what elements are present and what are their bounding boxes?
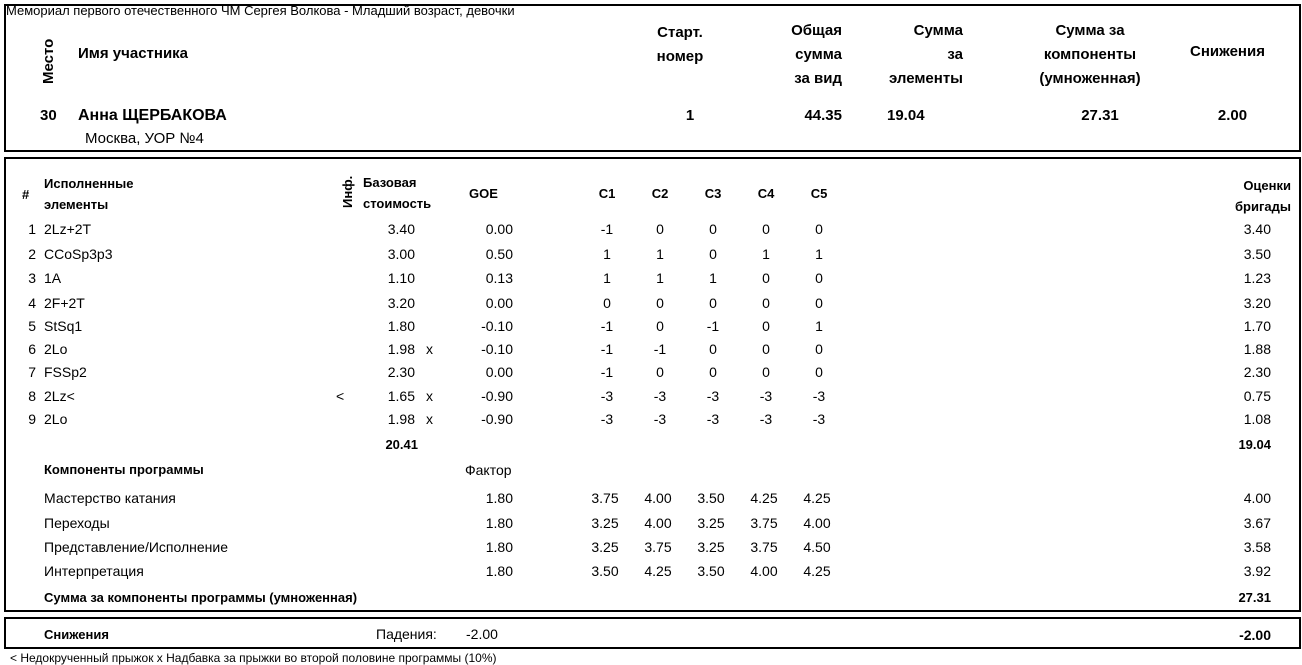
judge-2-goe: 0	[656, 295, 664, 311]
component-panel-score: 3.92	[1243, 563, 1271, 579]
deductions-row-label: Снижения	[44, 627, 109, 642]
element-name: 2Lo	[44, 411, 68, 427]
element-goe: 0.00	[485, 221, 513, 237]
judge-4-header: С4	[757, 186, 775, 201]
base-value-header: Базовая стоимость	[363, 175, 432, 211]
executed-elements-header: Исполненные элементы	[44, 176, 134, 212]
component-name: Представление/Исполнение	[44, 539, 228, 555]
skater-club: Москва, УОР №4	[85, 130, 204, 147]
judge-2-goe: 0	[656, 221, 664, 237]
element-panel-score: 3.20	[1243, 295, 1271, 311]
judge-1-goe: -1	[600, 221, 614, 237]
judge-3-goe: 0	[709, 341, 717, 357]
footnote: < Недокрученный прыжок x Надбавка за прыжки во второй половине программы (10%)	[10, 651, 497, 665]
element-goe: -0.90	[481, 411, 513, 427]
judge-1-goe: -1	[600, 341, 614, 357]
judge-2-header: С2	[651, 186, 669, 201]
element-base-value: 3.00	[387, 246, 415, 262]
element-number: 4	[28, 295, 36, 311]
judge-2-goe: -3	[653, 388, 667, 404]
element-info: <	[336, 388, 345, 404]
skater-total: 44.35	[804, 107, 842, 124]
element-goe: -0.90	[481, 388, 513, 404]
name-label: Имя участника	[78, 45, 189, 62]
element-number: 3	[28, 270, 36, 286]
judge-5-goe: 0	[815, 270, 823, 286]
num-header: #	[22, 187, 30, 202]
info-header: Инф.	[340, 175, 355, 208]
judge-5-component: 4.25	[803, 563, 831, 579]
component-name: Мастерство катания	[44, 490, 176, 506]
components-score-label: Сумма за компоненты (умноженная)	[1039, 22, 1141, 87]
judge-4-goe: 0	[762, 295, 770, 311]
element-name: FSSp2	[44, 364, 87, 380]
judge-4-goe: -3	[759, 388, 773, 404]
falls-label: Падения:	[376, 626, 437, 642]
element-base-value: 2.30	[387, 364, 415, 380]
judge-5-goe: -3	[812, 388, 826, 404]
element-base-value: 1.10	[387, 270, 415, 286]
element-name: 2Lz<	[44, 388, 75, 404]
skater-components-score: 27.31	[1081, 107, 1119, 124]
element-number: 7	[28, 364, 36, 380]
element-bonus-mark: x	[426, 411, 433, 427]
element-bonus-mark: x	[426, 388, 433, 404]
judge-1-component: 3.50	[591, 563, 619, 579]
element-base-value: 1.98	[387, 341, 415, 357]
judge-5-goe: 0	[815, 341, 823, 357]
component-factor: 1.80	[485, 490, 513, 506]
judge-5-goe: 1	[815, 318, 823, 334]
judge-5-header: С5	[810, 186, 828, 201]
component-panel-score: 3.67	[1243, 515, 1271, 531]
judge-1-goe: -3	[600, 411, 614, 427]
element-goe: 0.00	[485, 364, 513, 380]
element-name: CCoSp3p3	[44, 246, 113, 262]
element-number: 5	[28, 318, 36, 334]
falls-value: -2.00	[466, 626, 498, 642]
base-value-total: 20.41	[385, 437, 418, 452]
element-base-value: 1.98	[387, 411, 415, 427]
skater-start-number: 1	[685, 107, 695, 124]
element-panel-score: 1.23	[1243, 270, 1271, 286]
judge-5-component: 4.50	[803, 539, 831, 555]
element-base-value: 1.65	[387, 388, 415, 404]
judge-3-goe: -3	[706, 411, 720, 427]
judge-3-header: С3	[704, 186, 722, 201]
page-title: Мемориал первого отечественного ЧМ Сергея Волкова - Младший возраст, девочки	[6, 3, 515, 18]
element-number: 8	[28, 388, 36, 404]
element-number: 2	[28, 246, 36, 262]
judge-4-goe: 0	[762, 270, 770, 286]
component-factor: 1.80	[485, 563, 513, 579]
element-panel-score: 2.30	[1243, 364, 1271, 380]
component-factor: 1.80	[485, 539, 513, 555]
judge-3-component: 3.25	[697, 539, 725, 555]
components-total-score: 27.31	[1238, 590, 1271, 605]
judge-1-goe: 1	[603, 246, 611, 262]
judge-3-goe: 0	[709, 364, 717, 380]
judge-5-component: 4.00	[803, 515, 831, 531]
element-number: 9	[28, 411, 36, 427]
judge-4-component: 4.25	[750, 490, 778, 506]
element-name: 2Lo	[44, 341, 68, 357]
judge-2-goe: 0	[656, 364, 664, 380]
judge-4-goe: 1	[762, 246, 770, 262]
component-factor: 1.80	[485, 515, 513, 531]
component-panel-score: 4.00	[1243, 490, 1271, 506]
element-name: 1A	[44, 270, 62, 286]
deductions-label: Снижения	[1190, 43, 1265, 60]
deductions-box	[4, 617, 1301, 649]
judge-2-component: 3.75	[644, 539, 672, 555]
judge-1-header: С1	[598, 186, 616, 201]
judge-2-component: 4.25	[644, 563, 672, 579]
judge-1-goe: 0	[603, 295, 611, 311]
judge-3-goe: -1	[706, 318, 720, 334]
deductions-total: -2.00	[1239, 627, 1271, 643]
element-name: StSq1	[44, 318, 83, 334]
element-goe: 0.50	[485, 246, 513, 262]
judge-1-goe: -1	[600, 364, 614, 380]
judge-1-component: 3.75	[591, 490, 619, 506]
components-header: Компоненты программы	[44, 462, 204, 477]
judge-1-goe: 1	[603, 270, 611, 286]
element-goe: 0.00	[485, 295, 513, 311]
components-total-label: Сумма за компоненты программы (умноженная)	[44, 590, 358, 605]
element-panel-score: 1.70	[1243, 318, 1271, 334]
judge-4-component: 3.75	[750, 539, 778, 555]
judge-1-goe: -1	[600, 318, 614, 334]
element-bonus-mark: x	[426, 341, 433, 357]
elements-score-label: Сумма за элементы	[888, 22, 963, 87]
judge-4-goe: 0	[762, 364, 770, 380]
judge-4-component: 4.00	[750, 563, 778, 579]
element-name: 2Lz+2T	[44, 221, 92, 237]
element-goe: -0.10	[481, 318, 513, 334]
element-panel-score: 3.50	[1243, 246, 1271, 262]
judge-4-goe: 0	[762, 341, 770, 357]
judge-3-goe: 0	[709, 221, 717, 237]
judge-2-goe: -1	[653, 341, 667, 357]
element-panel-score: 1.88	[1243, 341, 1271, 357]
factor-header: Фактор	[465, 462, 512, 478]
component-panel-score: 3.58	[1243, 539, 1271, 555]
judge-1-component: 3.25	[591, 515, 619, 531]
elements-score-total: 19.04	[1238, 437, 1271, 452]
skater-elements-score: 19.04	[887, 107, 925, 124]
panel-score-header: Оценки бригады	[1235, 178, 1291, 214]
judge-4-goe: 0	[762, 318, 770, 334]
judge-3-component: 3.25	[697, 515, 725, 531]
judge-5-goe: 0	[815, 295, 823, 311]
element-number: 1	[28, 221, 36, 237]
judge-5-goe: 1	[815, 246, 823, 262]
element-name: 2F+2T	[44, 295, 85, 311]
judge-2-goe: 0	[656, 318, 664, 334]
judge-5-component: 4.25	[803, 490, 831, 506]
element-panel-score: 0.75	[1243, 388, 1271, 404]
judge-2-component: 4.00	[644, 490, 672, 506]
component-name: Интерпретация	[44, 563, 144, 579]
element-panel-score: 3.40	[1243, 221, 1271, 237]
judge-2-goe: 1	[656, 270, 664, 286]
start-number-label: Старт. номер	[656, 24, 704, 65]
judge-3-goe: -3	[706, 388, 720, 404]
element-goe: -0.10	[481, 341, 513, 357]
judge-1-component: 3.25	[591, 539, 619, 555]
element-base-value: 3.20	[387, 295, 415, 311]
judge-3-goe: 0	[709, 295, 717, 311]
judge-3-goe: 1	[709, 270, 717, 286]
judge-3-component: 3.50	[697, 490, 725, 506]
judge-5-goe: -3	[812, 411, 826, 427]
judge-5-goe: 0	[815, 221, 823, 237]
judge-3-goe: 0	[709, 246, 717, 262]
component-name: Переходы	[44, 515, 110, 531]
element-goe: 0.13	[485, 270, 513, 286]
skater-deductions: 2.00	[1217, 107, 1248, 124]
judge-4-goe: -3	[759, 411, 773, 427]
place-label: Место	[40, 38, 57, 84]
total-score-label: Общая сумма за вид	[791, 22, 842, 87]
element-panel-score: 1.08	[1243, 411, 1271, 427]
element-base-value: 3.40	[387, 221, 415, 237]
judge-2-component: 4.00	[644, 515, 672, 531]
skater-place: 30	[40, 107, 57, 124]
skater-name: Анна ЩЕРБАКОВА	[78, 107, 227, 124]
element-number: 6	[28, 341, 36, 357]
element-base-value: 1.80	[387, 318, 415, 334]
judge-4-goe: 0	[762, 221, 770, 237]
judge-5-goe: 0	[815, 364, 823, 380]
judge-3-component: 3.50	[697, 563, 725, 579]
judge-2-goe: -3	[653, 411, 667, 427]
goe-header: GOE	[469, 186, 498, 201]
judge-2-goe: 1	[656, 246, 664, 262]
judge-1-goe: -3	[600, 388, 614, 404]
judge-4-component: 3.75	[750, 515, 778, 531]
